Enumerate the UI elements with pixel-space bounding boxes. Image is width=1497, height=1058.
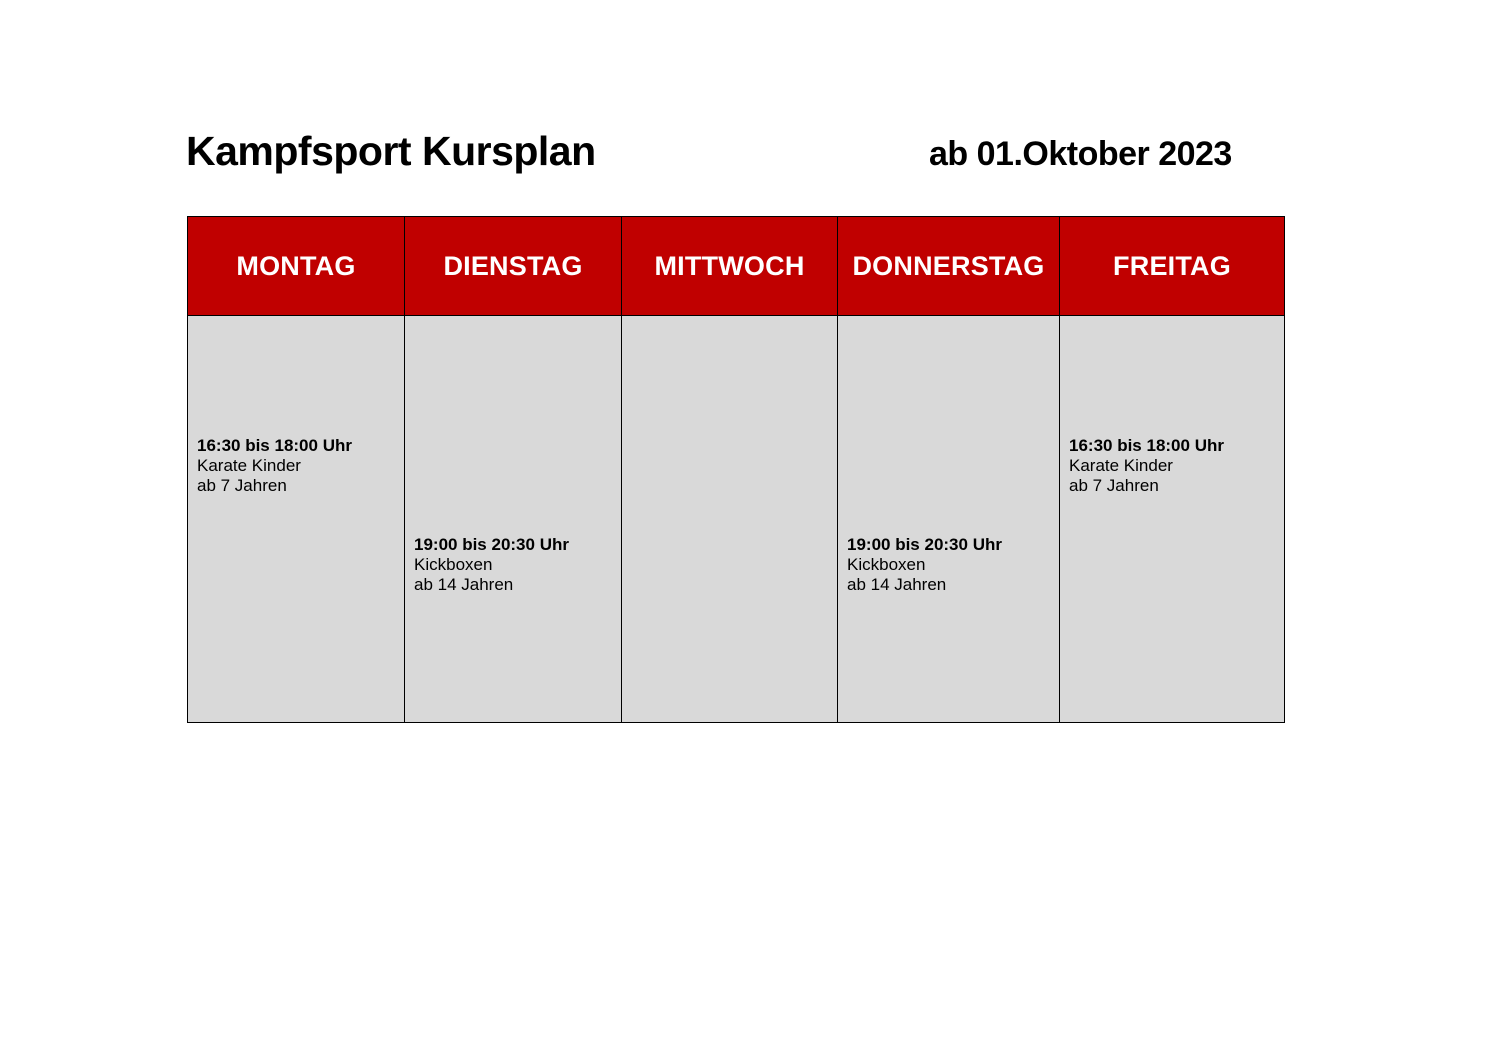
course-name: Karate Kinder — [197, 456, 301, 475]
course-time: 19:00 bis 20:30 Uhr — [414, 535, 569, 554]
day-cell-tuesday — [405, 316, 622, 722]
day-header-monday: MONTAG — [188, 217, 405, 316]
course-name: Kickboxen — [414, 555, 493, 574]
course-time: 16:30 bis 18:00 Uhr — [197, 436, 352, 455]
day-cell-friday — [1060, 316, 1284, 722]
course-name: Karate Kinder — [1069, 456, 1173, 475]
course-entry — [847, 535, 1002, 595]
course-name: Kickboxen — [847, 555, 926, 574]
day-header-wednesday: MITTWOCH — [622, 217, 838, 316]
course-age: ab 14 Jahren — [414, 575, 514, 594]
day-cell-monday — [188, 316, 405, 722]
course-age: ab 7 Jahren — [1069, 476, 1159, 495]
valid-from-date: ab 01.Oktober 2023 — [929, 135, 1232, 173]
course-entry — [197, 436, 352, 496]
course-time: 16:30 bis 18:00 Uhr — [1069, 436, 1224, 455]
day-header-tuesday: DIENSTAG — [405, 217, 622, 316]
course-time: 19:00 bis 20:30 Uhr — [847, 535, 1002, 554]
day-header-thursday: DONNERSTAG — [838, 217, 1060, 316]
day-header-friday: FREITAG — [1060, 217, 1284, 316]
page-title: Kampfsport Kursplan — [186, 128, 596, 174]
course-age: ab 14 Jahren — [847, 575, 947, 594]
course-entry — [1069, 436, 1224, 496]
course-age: ab 7 Jahren — [197, 476, 287, 495]
day-cell-wednesday — [622, 316, 838, 722]
day-cell-thursday — [838, 316, 1060, 722]
course-schedule-table — [187, 216, 1285, 723]
course-entry — [414, 535, 569, 595]
